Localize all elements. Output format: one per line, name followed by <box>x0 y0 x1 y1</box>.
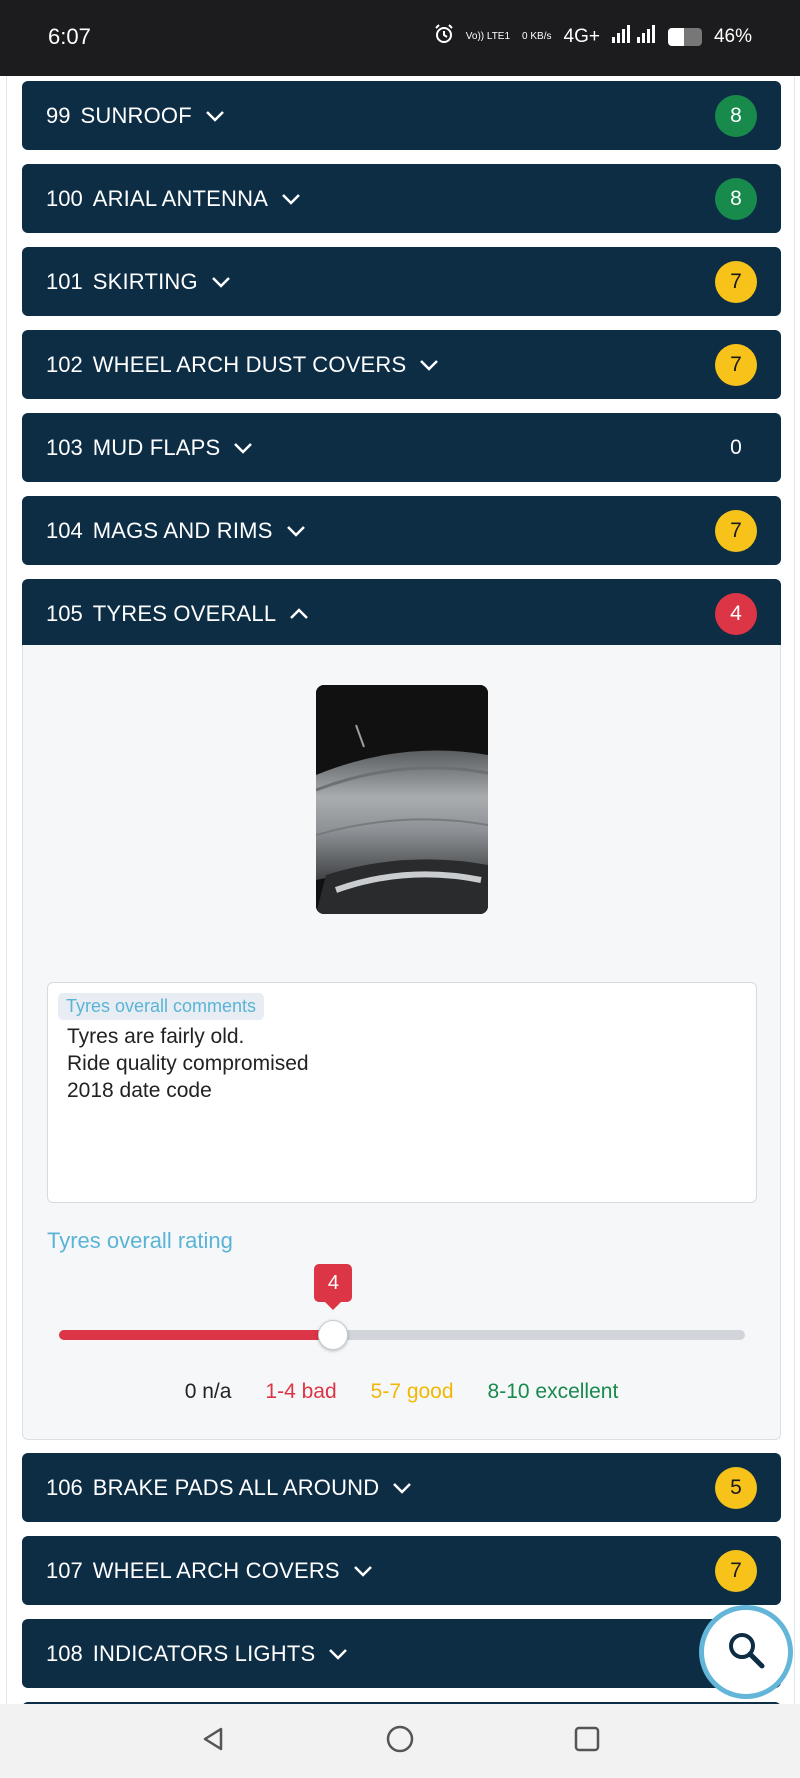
section-header-indicators-lights[interactable] <box>22 1619 781 1688</box>
chevron-up-icon <box>288 603 310 625</box>
battery-icon <box>668 28 702 46</box>
comments-text <box>67 1023 309 1104</box>
rating-slider[interactable] <box>59 1271 745 1340</box>
rating-value-bubble: 4 <box>314 1264 352 1302</box>
section-header-brake-pads[interactable] <box>22 1453 781 1522</box>
section-title: SKIRTING <box>92 268 198 294</box>
section-number: 99 <box>46 102 71 128</box>
section-number: 107 <box>46 1557 83 1583</box>
volte-indicator: Vo)) LTE1 <box>465 31 511 42</box>
legend-excellent: 8-10 excellent <box>487 1380 619 1403</box>
status-time: 6:07 <box>48 24 91 49</box>
data-speed: 0 KB/s <box>522 31 552 42</box>
search-icon <box>726 1630 766 1675</box>
battery-percent: 46% <box>713 26 752 47</box>
back-icon[interactable] <box>199 1725 227 1758</box>
section-title: SUNROOF <box>80 102 192 128</box>
rating-badge: 7 <box>715 510 757 552</box>
section-number: 105 <box>46 600 83 626</box>
section-title: ARIAL ANTENNA <box>92 185 269 211</box>
legend-good: 5-7 good <box>370 1380 454 1403</box>
chevron-down-icon <box>232 437 254 459</box>
rating-badge: 0 <box>730 436 742 459</box>
legend-bad: 1-4 bad <box>265 1380 337 1403</box>
section-number: 108 <box>46 1640 83 1666</box>
rating-badge: 5 <box>715 1467 757 1509</box>
rating-legend <box>23 1380 780 1404</box>
chevron-down-icon <box>391 1477 413 1499</box>
rating-slider-fill <box>59 1330 333 1340</box>
section-header-mags-and-rims[interactable] <box>22 496 781 565</box>
section-number: 102 <box>46 351 83 377</box>
rating-badge: 8 <box>715 178 757 220</box>
search-button[interactable] <box>699 1605 793 1699</box>
section-header-tyres-overall[interactable] <box>22 579 781 648</box>
rating-badge: 4 <box>715 593 757 635</box>
rating-badge: 8 <box>715 95 757 137</box>
section-number: 101 <box>46 268 83 294</box>
section-header-mud-flaps[interactable] <box>22 413 781 482</box>
comments-label: Tyres overall comments <box>58 993 264 1020</box>
legend-na: 0 n/a <box>184 1380 232 1403</box>
comments-textarea[interactable] <box>47 982 757 1203</box>
section-number: 100 <box>46 185 83 211</box>
alarm-icon <box>434 24 454 50</box>
section-header-arial-antenna[interactable] <box>22 164 781 233</box>
section-title: MAGS AND RIMS <box>92 517 273 543</box>
rating-badge: 7 <box>715 1550 757 1592</box>
chevron-down-icon <box>204 105 226 127</box>
tyre-photo[interactable] <box>316 685 488 914</box>
section-number: 104 <box>46 517 83 543</box>
chevron-down-icon <box>352 1560 374 1582</box>
section-header-skirting[interactable] <box>22 247 781 316</box>
recents-icon[interactable] <box>573 1725 601 1758</box>
chevron-down-icon <box>210 271 232 293</box>
comment-line: Ride quality compromised <box>67 1052 309 1075</box>
rating-label: Tyres overall rating <box>47 1228 233 1253</box>
status-bar <box>0 0 800 76</box>
section-title: MUD FLAPS <box>92 434 221 460</box>
signal-icon <box>612 25 656 49</box>
section-number: 106 <box>46 1474 83 1500</box>
comment-line: Tyres are fairly old. <box>67 1025 245 1048</box>
section-header-sunroof[interactable] <box>22 81 781 150</box>
inspection-list[interactable] <box>6 76 795 1704</box>
section-header-wheel-arch-covers[interactable] <box>22 1536 781 1605</box>
home-icon[interactable] <box>385 1724 415 1759</box>
section-number: 103 <box>46 434 83 460</box>
rating-badge: 7 <box>715 261 757 303</box>
section-title: WHEEL ARCH DUST COVERS <box>92 351 407 377</box>
section-header-wheel-arch-dust-covers[interactable] <box>22 330 781 399</box>
network-type: 4G+ <box>563 26 600 47</box>
comment-line: 2018 date code <box>67 1079 212 1102</box>
section-title: INDICATORS LIGHTS <box>92 1640 316 1666</box>
section-title: WHEEL ARCH COVERS <box>92 1557 340 1583</box>
chevron-down-icon <box>285 520 307 542</box>
section-title: TYRES OVERALL <box>92 600 277 626</box>
chevron-down-icon <box>418 354 440 376</box>
rating-slider-thumb[interactable] <box>318 1320 348 1350</box>
section-title: BRAKE PADS ALL AROUND <box>92 1474 380 1500</box>
chevron-down-icon <box>327 1643 349 1665</box>
tyres-overall-panel <box>22 645 781 1440</box>
chevron-down-icon <box>280 188 302 210</box>
system-nav-bar <box>0 1704 800 1778</box>
rating-badge: 7 <box>715 344 757 386</box>
